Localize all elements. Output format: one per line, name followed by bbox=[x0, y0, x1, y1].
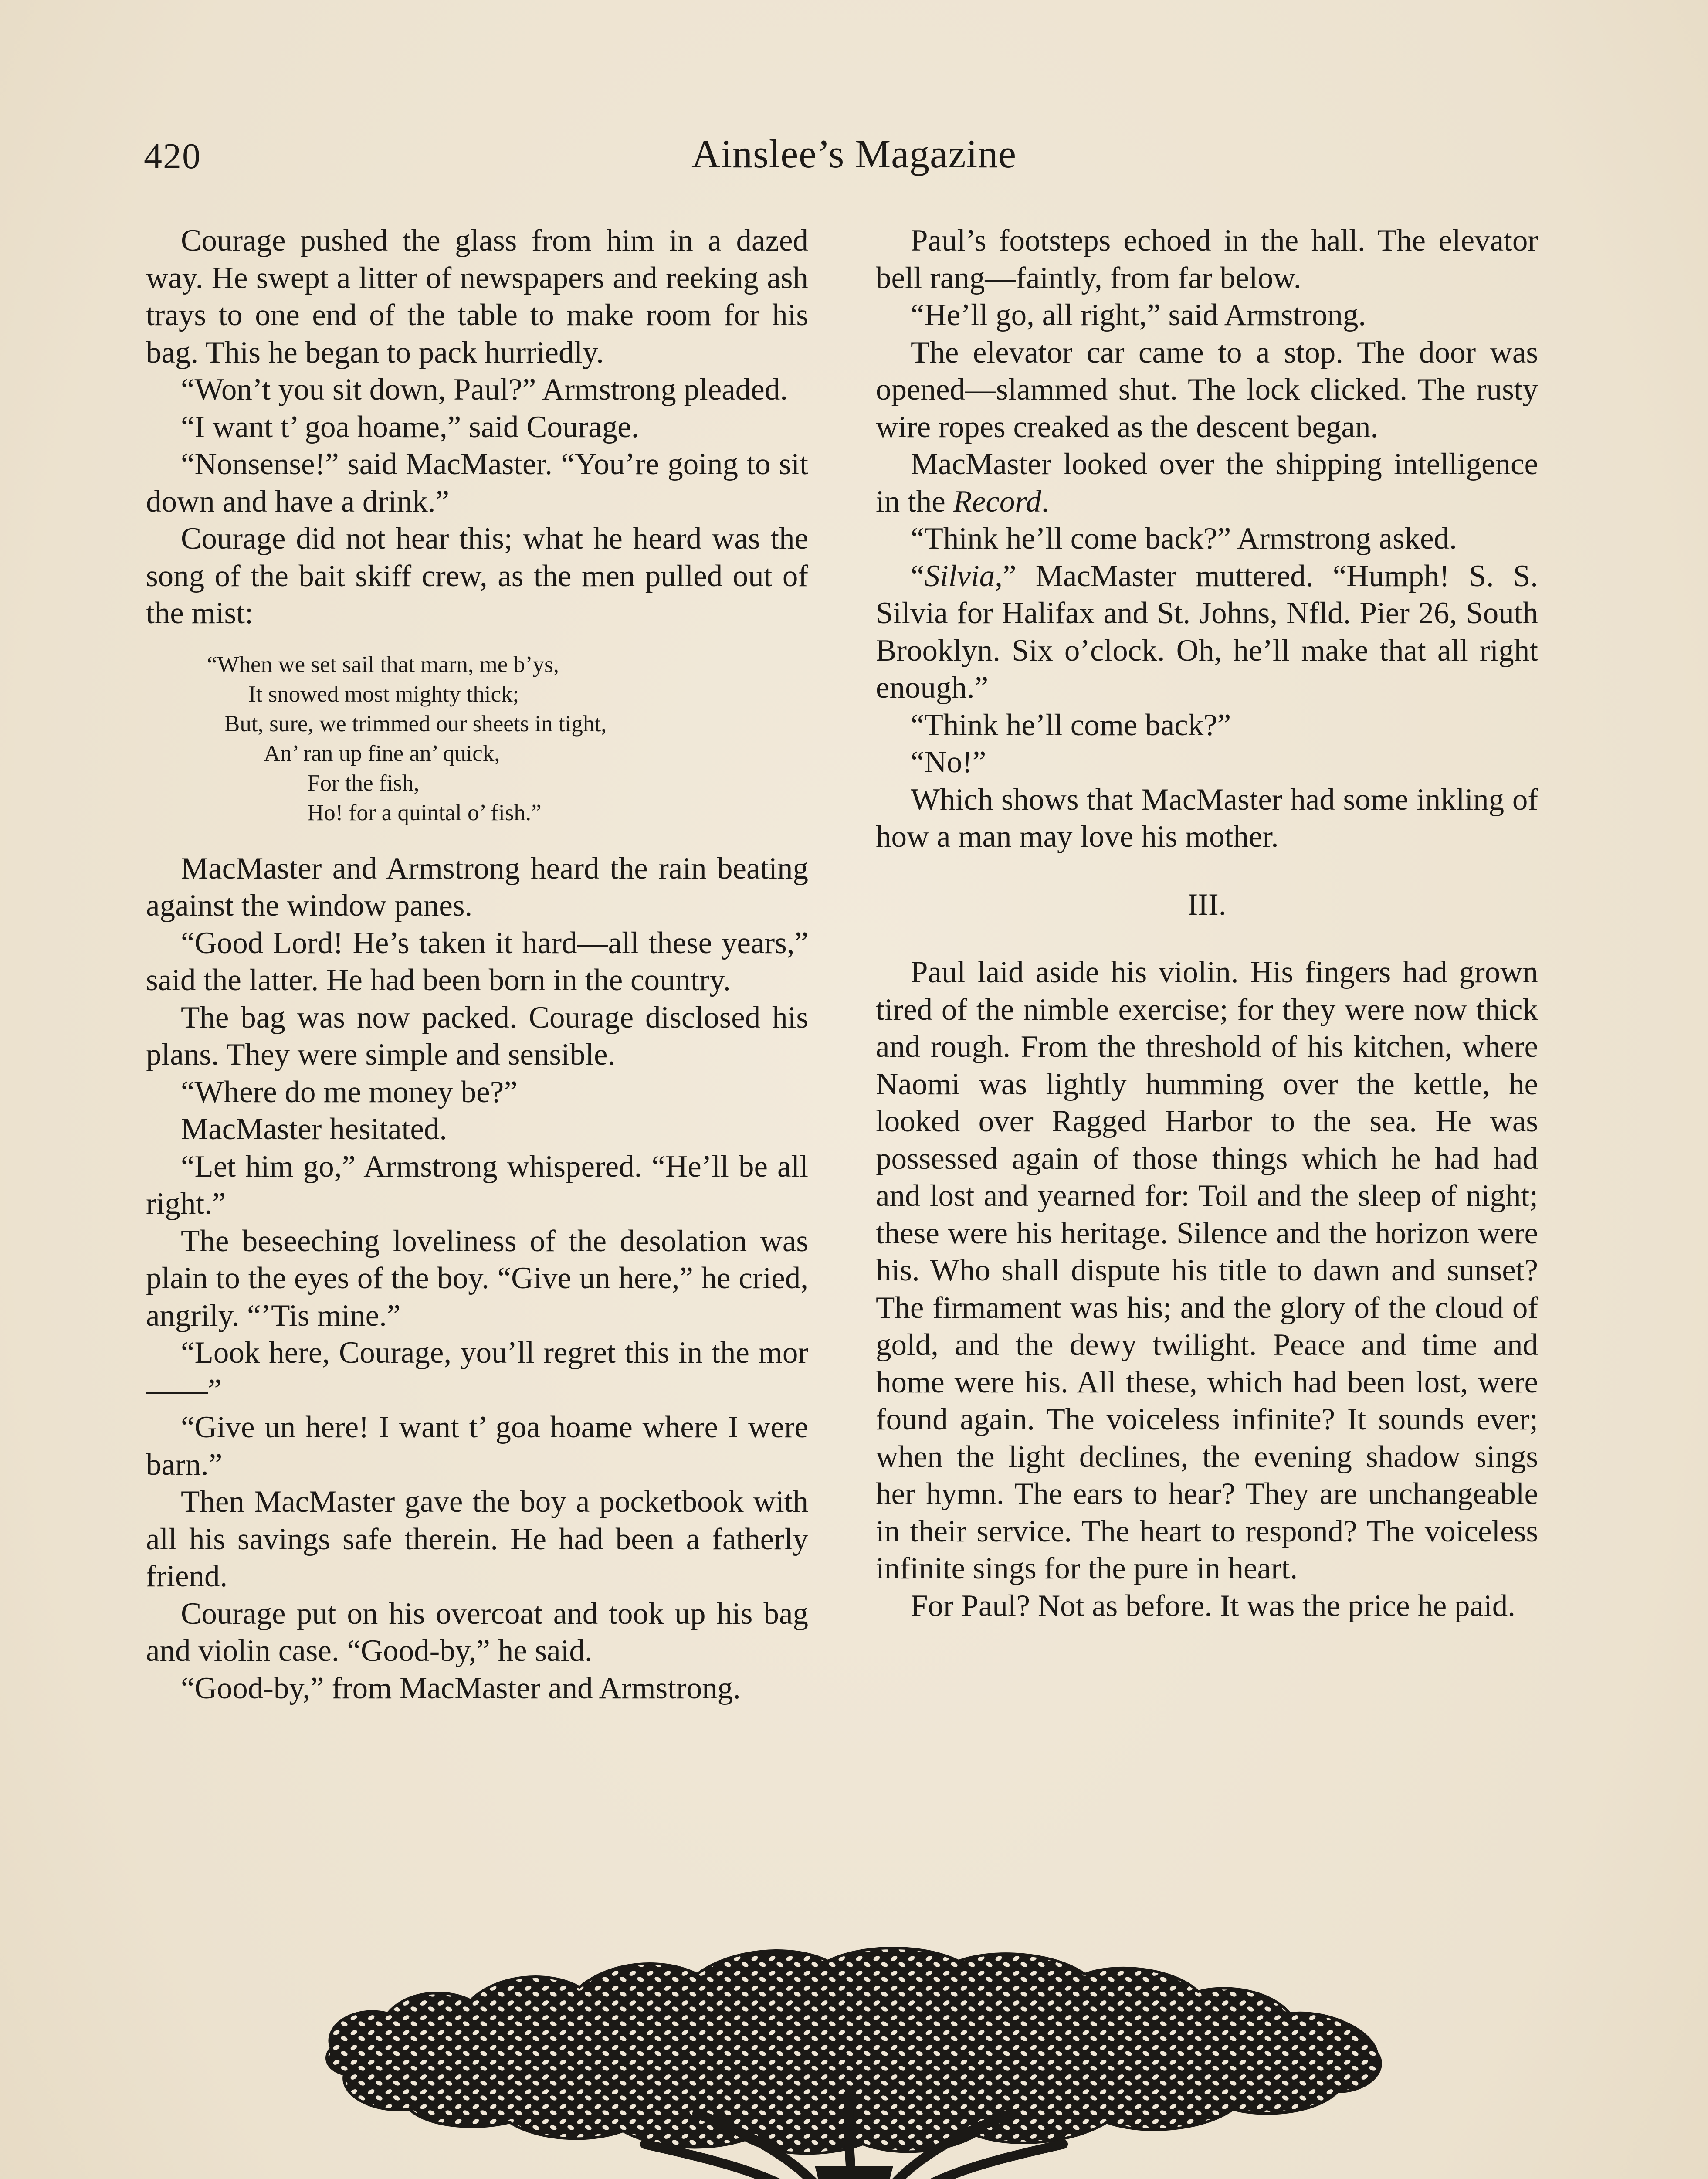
paragraph: “Give un here! I want t’ goa hoame where I were barn.” bbox=[146, 1410, 808, 1482]
paragraph: The bag was now packed. Courage disclosed his plans. They were simple and sensible. bbox=[146, 1000, 808, 1072]
paragraph: Courage did not hear this; what he heard was the song of the bait skiff crew, as the men pulled out of the mist: bbox=[146, 522, 808, 630]
paragraph: “Let him go,” Armstrong whispered. “He’ll be all right.” bbox=[146, 1149, 808, 1221]
paragraph: “He’ll go, all right,” said Armstrong. bbox=[911, 298, 1366, 332]
verse-line: For the fish, bbox=[307, 770, 420, 796]
song-verse bbox=[207, 650, 808, 828]
paragraph: The elevator car came to a stop. The door was opened—slammed shut. The lock clicked. The rusty wire ropes creaked as the descent began. bbox=[876, 335, 1538, 444]
paragraph: MacMaster hesitated. bbox=[181, 1112, 447, 1146]
verse-line: It snowed most mighty thick; bbox=[248, 681, 519, 707]
text-run: “ bbox=[911, 559, 925, 593]
paragraph: “I want t’ goa hoame,” said Courage. bbox=[181, 410, 639, 444]
paragraph: MacMaster and Armstrong heard the rain beating against the window panes. bbox=[146, 851, 808, 923]
text-run: ,” MacMaster muttered. “Humph! S. S. Silvia for Halifax and St. Johns, Nfld. Pier 26, South Brooklyn. Six o’clock. Oh, he’ll make that all right enough.” bbox=[876, 559, 1538, 705]
running-title: Ainslee’s Magazine bbox=[691, 132, 1017, 176]
verse-line: But, sure, we trimmed our sheets in tight, bbox=[224, 711, 607, 737]
verse-line: An’ ran up fine an’ quick, bbox=[264, 740, 500, 766]
paragraph: “Won’t you sit down, Paul?” Armstrong pleaded. bbox=[181, 373, 788, 407]
paragraph: “Look here, Courage, you’ll regret this in the mor——” bbox=[146, 1336, 808, 1407]
text-run: MacMaster looked over the shipping intelligence in the bbox=[876, 447, 1538, 519]
paragraph: For Paul? Not as before. It was the price he paid. bbox=[911, 1588, 1516, 1623]
paragraph: Which shows that MacMaster had some inkling of how a man may love his mother. bbox=[876, 782, 1538, 854]
page-number: 420 bbox=[144, 136, 201, 176]
paragraph: “Good Lord! He’s taken it hard—all these years,” said the latter. He had been born in the country. bbox=[146, 926, 808, 997]
verse-line: Ho! for a quintal o’ fish.” bbox=[307, 800, 542, 825]
paragraph: “Where do me money be?” bbox=[181, 1075, 518, 1109]
paragraph: Then MacMaster gave the boy a pocketbook with all his savings safe therein. He had been a fatherly friend. bbox=[146, 1485, 808, 1593]
text-run: . bbox=[1041, 484, 1049, 519]
newspaper-title: Record bbox=[953, 484, 1041, 519]
left-column bbox=[146, 222, 808, 1707]
paragraph: “Good-by,” from MacMaster and Armstrong. bbox=[181, 1671, 741, 1705]
right-column bbox=[876, 222, 1538, 1625]
paragraph: Courage pushed the glass from him in a dazed way. He swept a litter of newspapers and reeking ash trays to one end of the table to make room for his bag. This he began to pack hurriedly. bbox=[146, 224, 808, 370]
paragraph: Paul laid aside his violin. His fingers had grown tired of the nimble exercise; for they were now thick and rough. From the threshold of his kitchen, where Naomi was lightly humming over the kettle, he looked over Ragged Harbor to the sea. He was possessed again of those things which he had had and lost and yearned for: Toil and the sleep of night; these were his heritage. Silence and the horizon were his. Who shall dispute his title to dawn and sunset? The firmament was his; and the glory of the cloud of gold, and the dewy twilight. Peace and time and home were his. All these, which had been lost, were found again. The voiceless infinite? It sounds ever; when the light declines, the evening shadow sings her hymn. The ears to hear? They are unchangeable in their service. The heart to respond? The voiceless infinite sings for the pure in heart. bbox=[876, 955, 1538, 1585]
section-heading: III. bbox=[1187, 887, 1227, 922]
tree-icon bbox=[314, 1939, 1394, 2179]
paragraph: Courage put on his overcoat and took up his bag and violin case. “Good-by,” he said. bbox=[146, 1596, 808, 1668]
page-header bbox=[144, 131, 1564, 192]
ship-name: Silvia bbox=[924, 559, 995, 593]
paragraph bbox=[876, 446, 1538, 520]
paragraph: Paul’s footsteps echoed in the hall. The elevator bell rang—faintly, from far below. bbox=[876, 224, 1538, 295]
paragraph: “Think he’ll come back?” Armstrong asked. bbox=[911, 522, 1457, 556]
paragraph: “No!” bbox=[911, 745, 986, 779]
paragraph: “Nonsense!” said MacMaster. “You’re going to sit down and have a drink.” bbox=[146, 447, 808, 519]
verse-line: “When we set sail that marn, me b’ys, bbox=[207, 652, 559, 677]
paragraph bbox=[876, 558, 1538, 707]
paragraph: The beseeching loveliness of the desolation was plain to the eyes of the boy. “Give un here,” he cried, angrily. “’Tis mine.” bbox=[146, 1224, 808, 1333]
paragraph: “Think he’ll come back?” bbox=[911, 708, 1231, 742]
